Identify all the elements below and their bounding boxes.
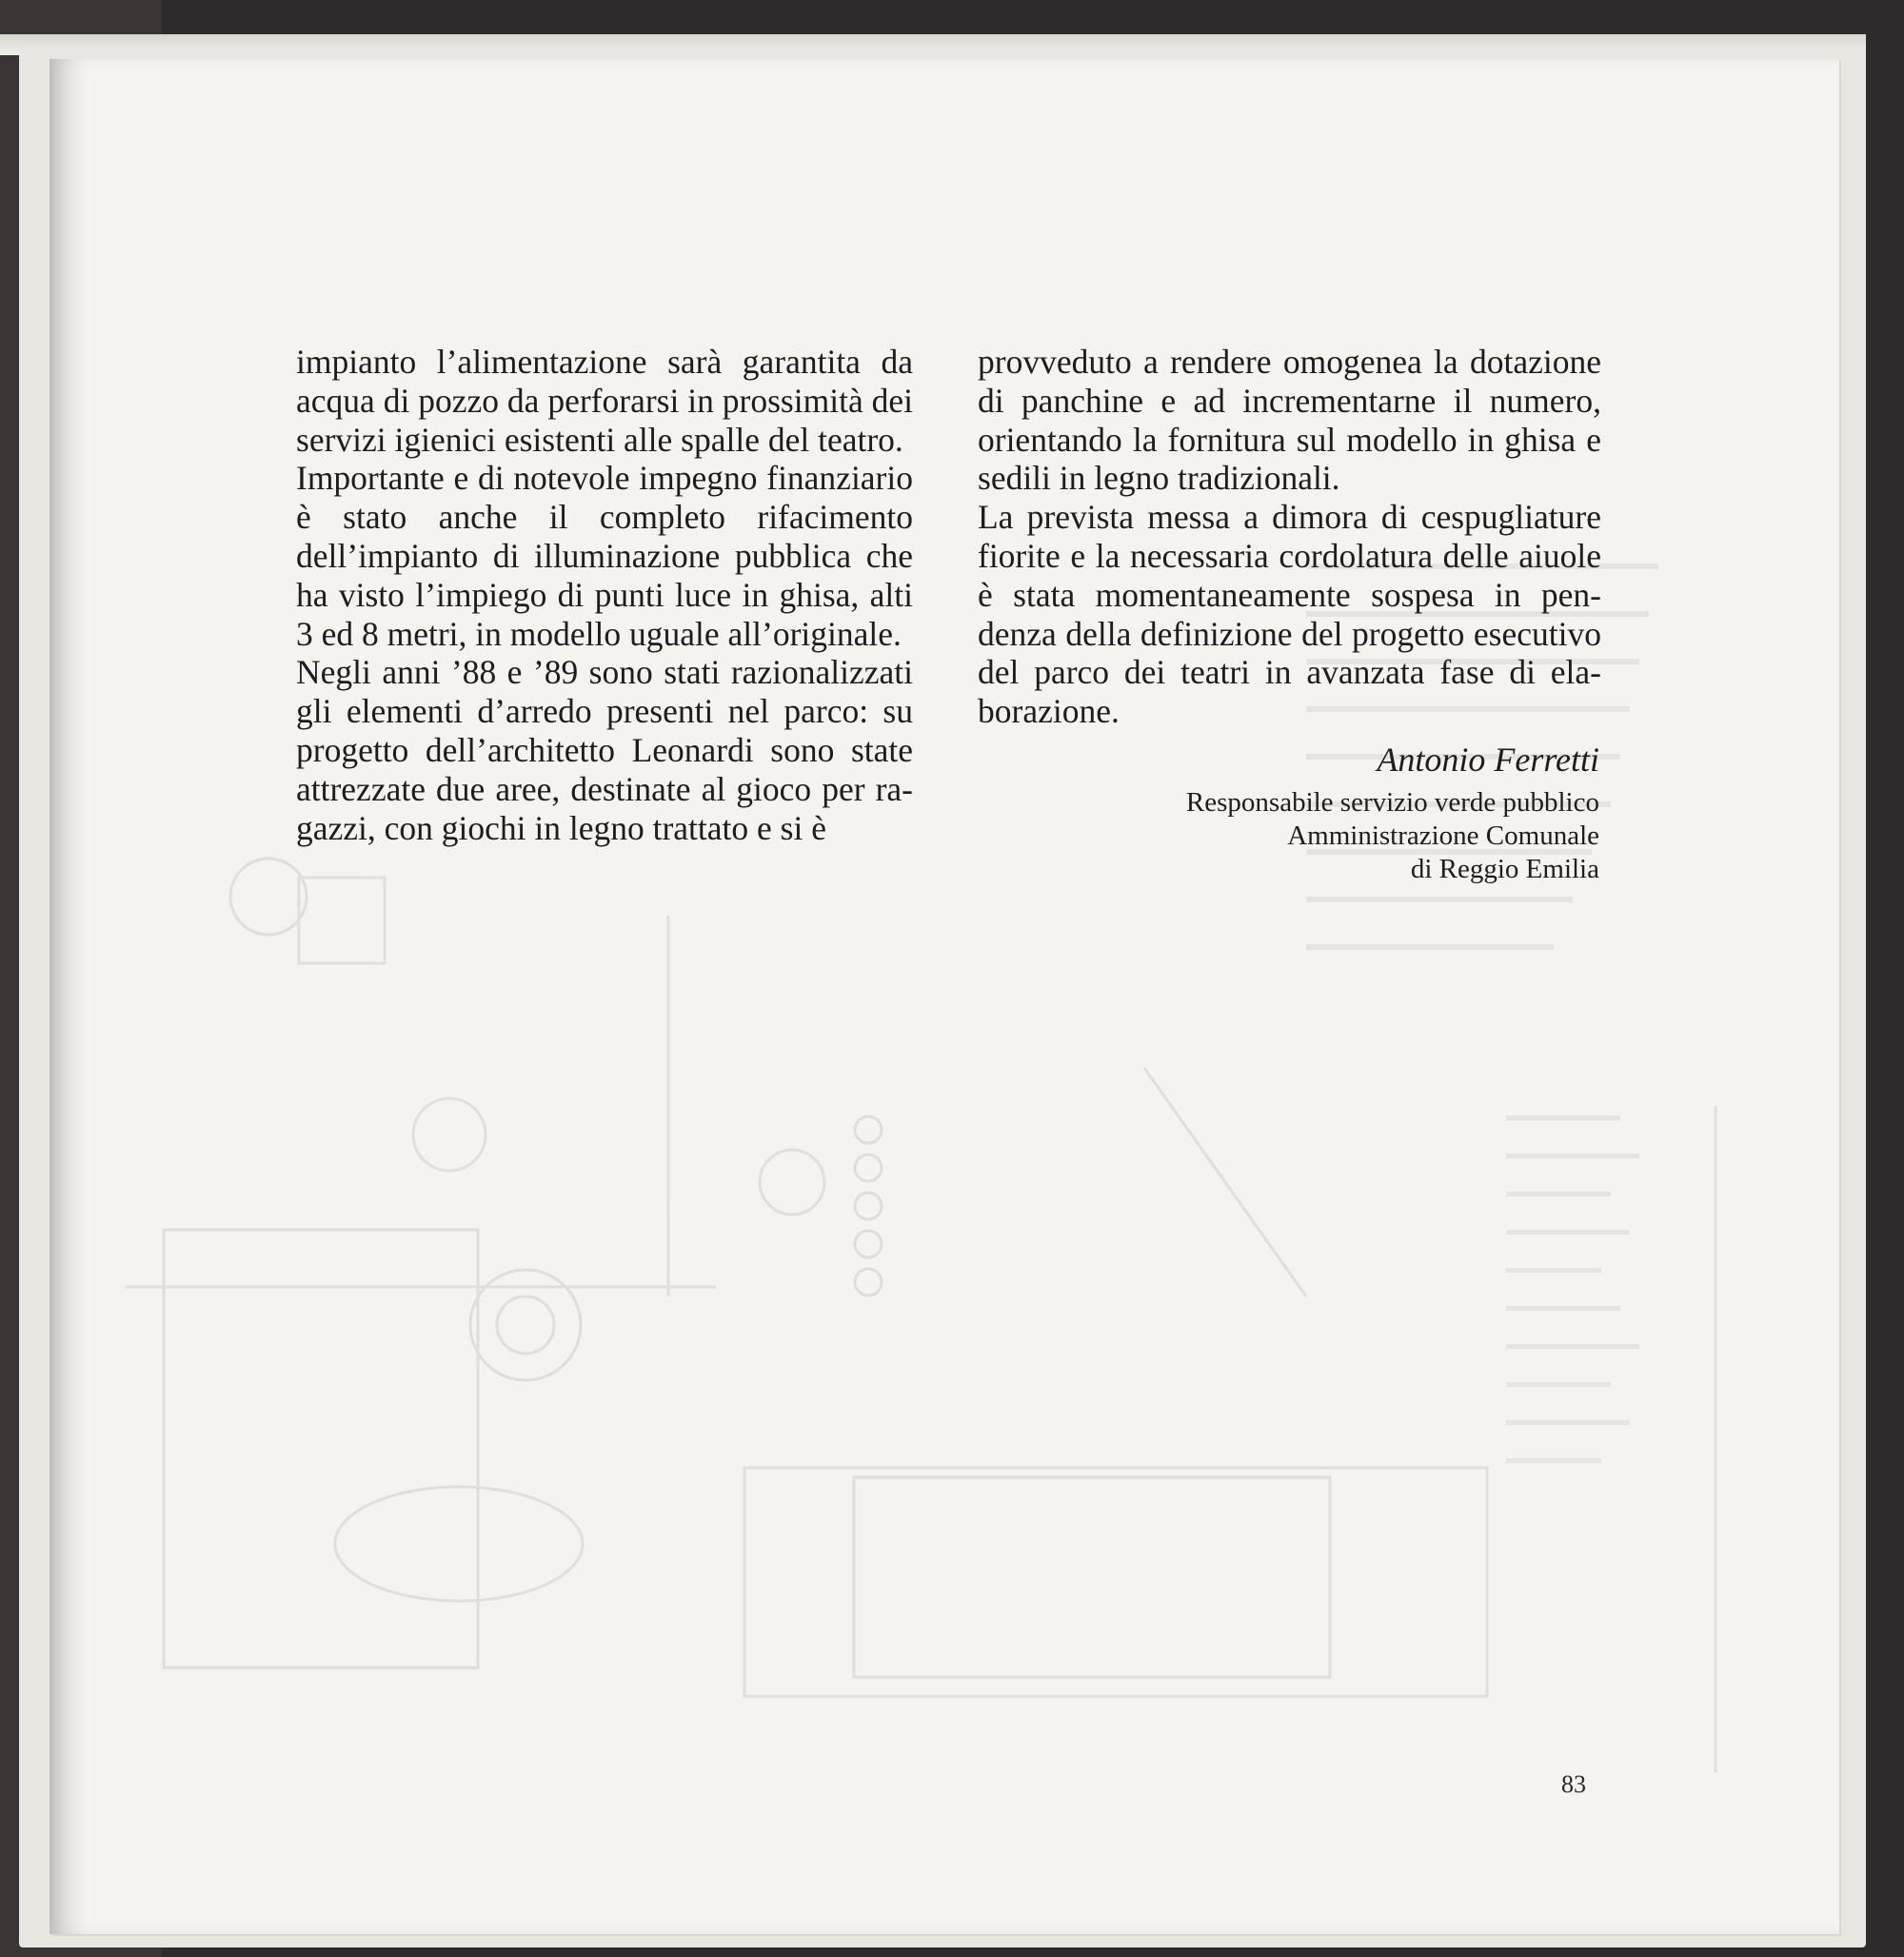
right-paragraph-2: La prevista messa a dimora di cespugliature fiorite e la necessaria cordolatura delle aiuole è stata momentaneamente sospesa in pendenza della definizione del progetto esecutivo del parco dei teatri in avanzata fase di elaborazione. xyxy=(978,498,1601,731)
book-page xyxy=(50,59,1839,1934)
left-paragraph-3: Negli anni ’88 e ’89 sono stati razionalizzati gli elementi d’arredo presenti nel parco: su progetto dell’architetto Leonardi sono state attrezzate due aree, destinate al gioco per ragazzi, con giochi in legno trattato e si è xyxy=(296,653,913,847)
author-role: Responsabile servizio verde pubblico xyxy=(1185,787,1599,818)
signature-block xyxy=(1186,739,1599,886)
page-number: 83 xyxy=(1561,1770,1586,1798)
left-paragraph-1: impianto l’alimentazione sarà garantita da acqua di pozzo da perforarsi in prossimità dei servizi igienici esistenti alle spalle del teatro. xyxy=(296,343,913,459)
spine-shadow xyxy=(50,59,88,1934)
author-city: di Reggio Emilia xyxy=(1410,854,1599,884)
right-text-column xyxy=(978,343,1601,731)
author-organization: Amministrazione Comunale xyxy=(1287,820,1599,851)
left-text-column xyxy=(296,343,913,847)
left-paragraph-2: Importante e di notevole impegno finanziario è stato anche il completo rifacimento dell’impianto di illuminazione pubblica che ha visto l’impiego di punti luce in ghisa, alti 3 ed 8 metri, in modello uguale all’originale. xyxy=(296,459,913,653)
right-paragraph-1: provveduto a rendere omogenea la dotazione di panchine e ad incrementarne il numero, orientando la fornitura sul modello in ghisa e sedili in legno tradizionali. xyxy=(978,343,1601,498)
author-name: Antonio Ferretti xyxy=(1377,741,1599,779)
